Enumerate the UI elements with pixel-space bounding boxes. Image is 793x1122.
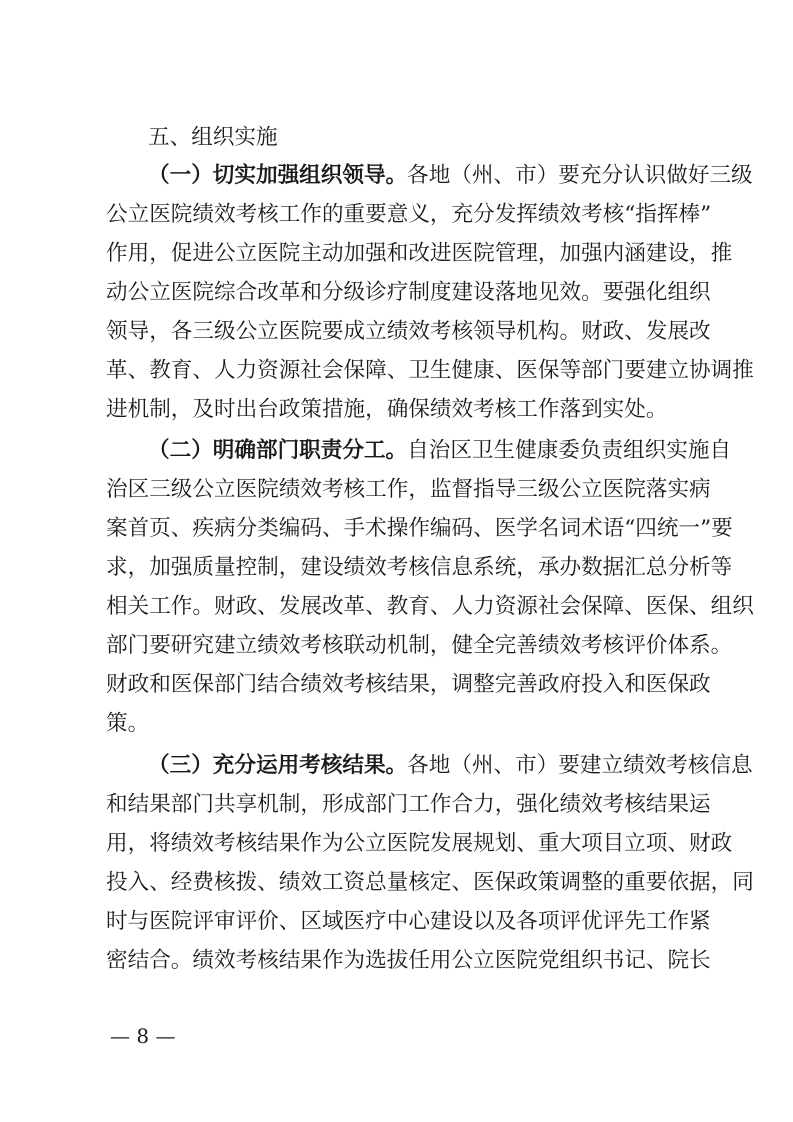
page-number: — 8 — — [110, 1024, 176, 1048]
paragraph-1-line-3: 作用，促进公立医院主动加强和改进医院管理，加强内涵建设，推 — [106, 241, 733, 266]
paragraph-2-lead: （二）明确部门职责分工。 — [148, 438, 408, 463]
paragraph-1-lead: （一）切实加强组织领导。 — [148, 163, 408, 188]
paragraph-2-line-2: 治区三级公立医院绩效考核工作，监督指导三级公立医院落实病 — [106, 477, 711, 502]
paragraph-2-line-4: 求，加强质量控制，建设绩效考核信息系统，承办数据汇总分析等 — [106, 555, 733, 580]
paragraph-3-lead: （三）充分运用考核结果。 — [148, 753, 408, 778]
paragraph-3-line-3: 用，将绩效考核结果作为公立医院发展规划、重大项目立项、财政 — [106, 831, 733, 856]
paragraph-3-line-4: 投入、经费核拨、绩效工资总量核定、医保政策调整的重要依据，同 — [106, 870, 754, 895]
paragraph-2-line-1: （二）明确部门职责分工。自治区卫生健康委负责组织实施自 — [148, 438, 732, 463]
paragraph-3-line-2: 和结果部门共享机制，形成部门工作合力，强化绩效考核结果运 — [106, 792, 711, 817]
paragraph-1-line-7: 进机制，及时出台政策措施，确保绩效考核工作落到实处。 — [106, 397, 668, 422]
paragraph-3-line-6: 密结合。绩效考核结果作为选拔任用公立医院党组织书记、院长 — [106, 948, 711, 973]
paragraph-1-line-5: 领导，各三级公立医院要成立绩效考核领导机构。财政、发展改 — [106, 319, 711, 344]
paragraph-2-line-5: 相关工作。财政、发展改革、教育、人力资源社会保障、医保、组织 — [106, 594, 754, 619]
paragraph-2-line-7: 财政和医保部门结合绩效考核结果，调整完善政府投入和医保政 — [106, 672, 711, 697]
paragraph-2-line-6: 部门要研究建立绩效考核联动机制，健全完善绩效考核评价体系。 — [106, 633, 733, 658]
section-heading: 五、组织实施 — [148, 125, 278, 150]
document-page — [106, 0, 754, 1122]
paragraph-1-line-6: 革、教育、人力资源社会保障、卫生健康、医保等部门要建立协调推 — [106, 358, 754, 383]
paragraph-1-line-2: 公立医院绩效考核工作的重要意义，充分发挥绩效考核“指挥棒” — [106, 202, 712, 227]
paragraph-1-line-4: 动公立医院综合改革和分级诊疗制度建设落地见效。要强化组织 — [106, 280, 711, 305]
paragraph-2-line-8: 策。 — [106, 711, 150, 736]
paragraph-1-line-1: （一）切实加强组织领导。各地（州、市）要充分认识做好三级 — [148, 163, 753, 188]
paragraph-3-line-1: （三）充分运用考核结果。各地（州、市）要建立绩效考核信息 — [148, 753, 753, 778]
paragraph-3-line-5: 时与医院评审评价、区域医疗中心建设以及各项评优评先工作紧 — [106, 909, 711, 934]
paragraph-2-line-3: 案首页、疾病分类编码、手术操作编码、医学名词术语“四统一”要 — [106, 516, 733, 541]
